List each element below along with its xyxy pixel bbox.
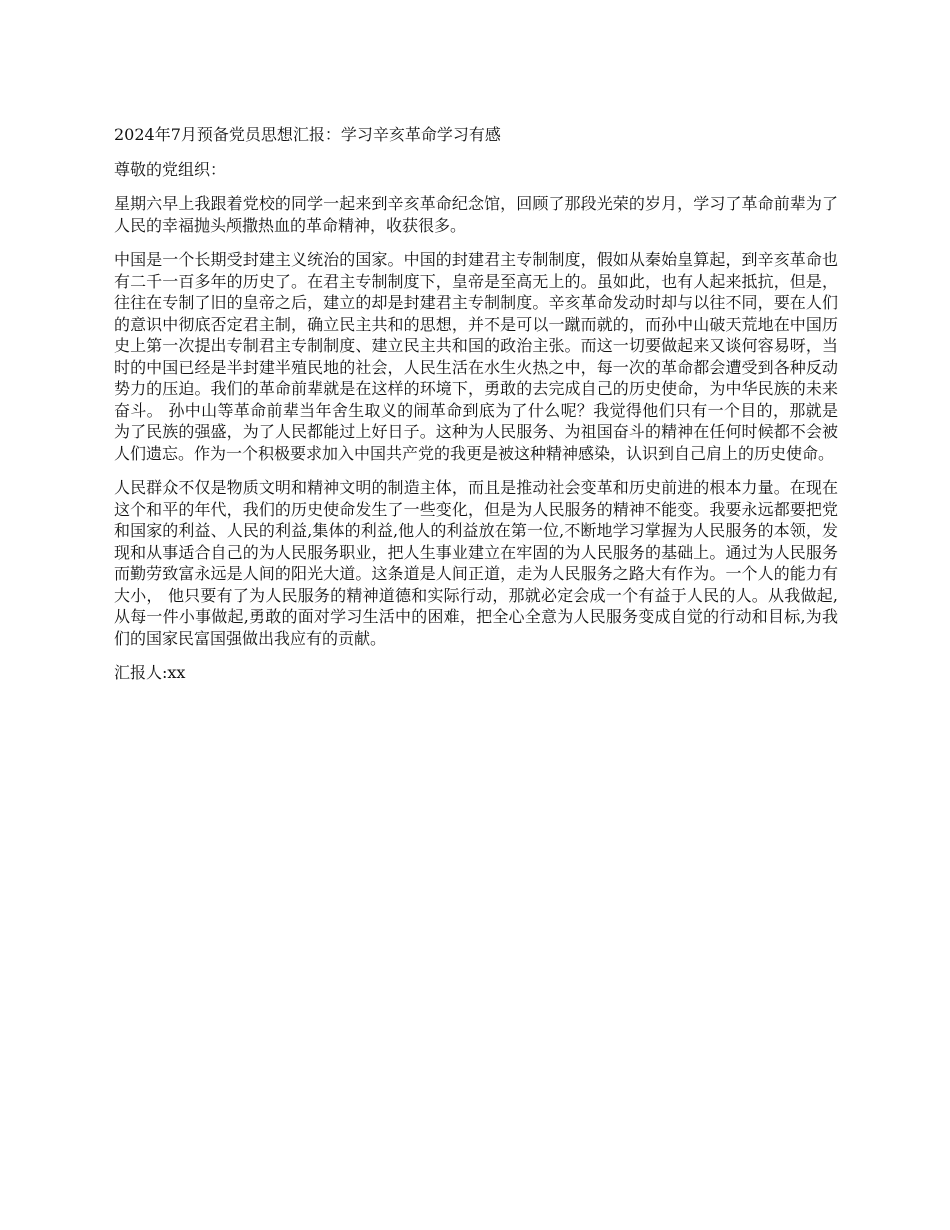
document-title: 2024年7月预备党员思想汇报：学习辛亥革命学习有感 (114, 125, 501, 144)
paragraph-intro: 星期六早上我跟着党校的同学一起来到辛亥革命纪念馆，回顾了那段光荣的岁月，学习了革命前辈为了人民的幸福抛头颅撒热血的革命精神，收获很多。 (114, 194, 838, 235)
signature: 汇报人:xx (114, 663, 186, 682)
paragraph-service: 人民群众不仅是物质文明和精神文明的制造主体，而且是推动社会变革和历史前进的根本力量。在现在这个和平的年代，我们的历史使命发生了一些变化，但是为人民服务的精神不能变。我要永远都要把党和国家的利益、人民的利益,集体的利益,他人的利益放在第一位,不断地学习掌握为人民服务的本领，发现和从事适合自己的为人民服务职业，把人生事业建立在牢固的为人民服务的基础上。通过为人民服务而勤劳致富永远是人间的阳光大道。这条道是人间正道，走为人民服务之路大有作为。一个人的能力有大小， 他只要有了为人民服务的精神道德和实际行动，那就必定会成一个有益于人民的人。从我做起,从每一件小事做起,勇敢的面对学习生活中的困难，把全心全意为人民服务变成自觉的行动和目标,为我们的国家民富国强做出我应有的贡献。 (114, 478, 838, 648)
paragraph-history: 中国是一个长期受封建主义统治的国家。中国的封建君主专制制度，假如从秦始皇算起，到辛亥革命也有二千一百多年的历史了。在君主专制制度下，皇帝是至高无上的。虽如此，也有人起来抵抗，但是，往往在专制了旧的皇帝之后，建立的却是封建君主专制制度。辛亥革命发动时却与以往不同，要在人们的意识中彻底否定君主制，确立民主共和的思想，并不是可以一蹴而就的，而孙中山破天荒地在中国历史上第一次提出专制君主专制制度、建立民主共和国的政治主张。而这一切要做起来又谈何容易呀，当时的中国已经是半封建半殖民地的社会，人民生活在水生火热之中，每一次的革命都会遭受到各种反动势力的压迫。我们的革命前辈就是在这样的环境下，勇敢的去完成自己的历史使命，为中华民族的未来奋斗。 孙中山等革命前辈当年舍生取义的闹革命到底为了什么呢？我觉得他们只有一个目的，那就是为了民族的强盛，为了人民都能过上好日子。这种为人民服务、为祖国奋斗的精神在任何时候都不会被人们遗忘。作为一个积极要求加入中国共产党的我更是被这种精神感染，认识到自己肩上的历史使命。 (114, 250, 838, 463)
salutation: 尊敬的党组织： (114, 159, 227, 179)
document-page (114, 124, 838, 697)
